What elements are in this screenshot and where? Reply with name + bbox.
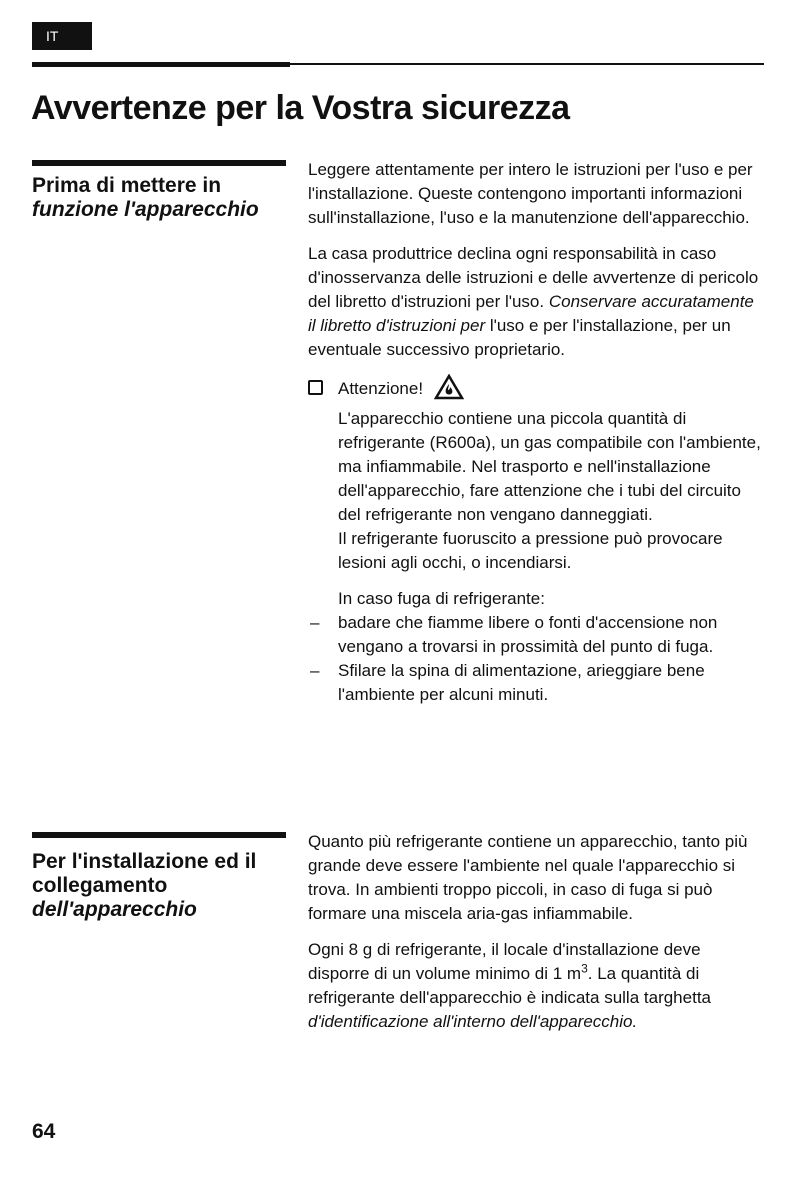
header-rule-thin [290,63,764,65]
leak-item-2: Sfilare la spina di alimentazione, arieggiare bene l'ambiente per alcuni minuti. [338,661,705,704]
page-title: Avvertenze per la Vostra sicurezza [31,89,570,127]
keep-instructions-rest: l'uso e per l'installazione, per un eventuale successivo proprietario. [308,316,731,359]
keep-instructions-text: il libretto [308,316,377,335]
section2-rule [32,832,286,838]
volume-text-c: dell'apparecchio. [505,1012,638,1031]
room-size-paragraph: Quanto più refrigerante contiene un apparecchio, tanto più grande deve essere l'ambiente nel quale l'apparecchio si trova. In ambienti troppo piccoli, in caso di fuga si può formare una miscela aria-gas infiammabile. [308,832,748,923]
leak-intro: In caso fuga di refrigerante: [338,589,545,608]
warning-text-2: Il refrigerante fuoruscito a pressione può provocare lesioni agli occhi, o incendiarsi. [338,529,723,572]
section2-body [308,830,764,1034]
warning-title: Attenzione! [338,379,424,398]
volume-text-b: . La quantità di refrigerante dell'apparecchio è indicata sulla targhetta [308,964,711,1007]
section1-heading-line2: funzione l'apparecchio [32,198,259,221]
volume-paragraph [308,938,764,1034]
volume-text-a: Ogni 8 g di refrigerante, il locale d'installazione deve disporre di un volume minimo di 1 m [308,940,701,983]
keep-instructions-italic: Conservare accuratamente [548,292,754,311]
responsibility-text: La casa produttrice declina ogni responsabilità in caso d'inosservanza delle istruzioni e delle avvertenze di pericolo del libretto d'istruzioni per l'uso. [308,244,759,311]
section1-rule [32,160,286,166]
flammable-warning-icon [434,374,464,407]
section1-heading-line1: Prima di mettere in [32,174,222,197]
section2-heading-line3: dell'apparecchio [32,898,197,921]
section2-heading-line2: collegamento [32,874,168,897]
section1-body [308,158,764,707]
section1-heading [32,174,290,222]
list-item: – badare che fiamme libere o fonti d'accensione non vengano a trovarsi in prossimità del punto di fuga. [310,613,718,656]
intro-paragraph: Leggere attentamente per intero le istruzioni per l'uso e per l'installazione. Queste contengono importanti informazioni sull'installazione, l'uso e la manutenzione dell'apparecchio. [308,160,753,227]
warning-block [308,374,764,611]
list-item: – Sfilare la spina di alimentazione, arieggiare bene l'ambiente per alcuni minuti. [310,661,705,704]
warning-text: L'apparecchio contiene una piccola quantità di refrigerante (R600a), un gas compatibile con l'ambiente, ma infiammabile. Nel trasporto e nell'installazione dell'apparecchio, fare attenzione che i tubi del circuito del refrigerante non vengano danneggiati. [338,409,761,524]
language-badge: IT [32,22,92,50]
checkbox-bullet-icon [308,380,323,395]
responsibility-paragraph [308,242,764,362]
header-rule-thick [32,62,290,67]
volume-text-italic: d'identificazione all'interno [308,1012,506,1031]
leak-item-1: badare che fiamme libere o fonti d'accensione non vengano a trovarsi in prossimità del punto di fuga. [338,613,718,656]
volume-superscript: 3 [581,961,588,976]
page-number: 64 [32,1120,56,1143]
keep-instructions-italic-2: d'istruzioni per [376,316,486,335]
section2-heading-line1: Per l'installazione ed il [32,850,257,873]
section2-heading [32,850,290,922]
